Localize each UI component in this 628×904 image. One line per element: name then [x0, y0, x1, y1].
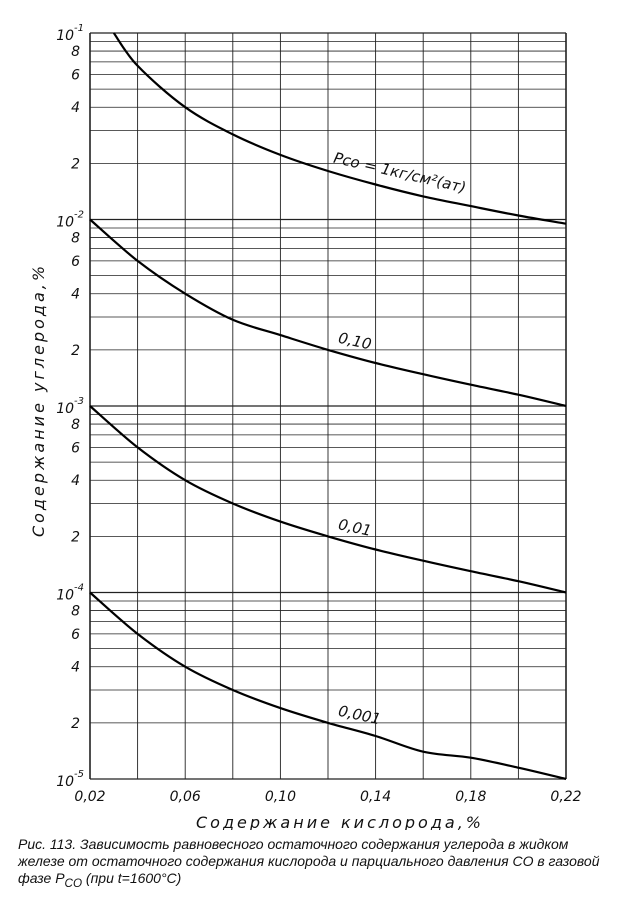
y-tick-label: 8 — [71, 603, 80, 620]
x-tick-label: 0,06 — [169, 789, 201, 805]
y-decade-exponent: -3 — [74, 396, 84, 407]
caption-subscript: CO — [64, 876, 83, 890]
caption-text: Рис. 113. Зависимость равновесного остаточного содержания углерода в жидком железе от остаточного содержания кислорода и парциального давления CO в газовой фазе P — [18, 836, 600, 886]
series-label: 0,01 — [336, 515, 374, 540]
y-tick-label: 6 — [71, 67, 80, 84]
x-tick-label: 0,02 — [74, 789, 106, 805]
y-tick-label: 6 — [71, 626, 80, 643]
y-tick-label: 2 — [71, 529, 80, 546]
x-axis-title: Содержание кислорода,% — [195, 813, 485, 830]
x-tick-label: 0,18 — [455, 789, 487, 805]
y-tick-label: 2 — [71, 156, 80, 173]
figure-caption — [18, 836, 614, 892]
y-decade-label: $10^{-3}$ — [56, 396, 84, 417]
x-tick-label: 0,10 — [264, 789, 296, 805]
caption-tail: (при t=1600°C) — [82, 870, 182, 886]
y-tick-label: 2 — [71, 342, 80, 359]
y-decade-label: $10^{-2}$ — [56, 209, 84, 231]
y-axis-title: Содержание углерода,% — [29, 262, 48, 538]
y-tick-label: 8 — [71, 230, 80, 247]
grid — [90, 33, 566, 779]
y-tick-label: 8 — [71, 417, 80, 434]
y-decade-exponent: -4 — [74, 582, 84, 594]
y-decade-label: $10^{-1}$ — [56, 23, 84, 44]
y-decade-exponent: -5 — [74, 769, 84, 780]
y-decade-exponent: -1 — [74, 23, 84, 34]
x-tick-label: 0,14 — [360, 789, 392, 805]
y-tick-label: 2 — [71, 715, 80, 732]
y-decade-label: $10^{-4}$ — [56, 582, 84, 604]
series-label: Pco = 1кг/см²(ат) — [331, 148, 468, 197]
x-tick-label: 0,22 — [550, 789, 582, 805]
y-decade-label: $10^{-5}$ — [56, 769, 84, 790]
tick-labels — [56, 23, 581, 805]
curve-labels — [332, 149, 468, 729]
y-tick-label: 6 — [71, 440, 80, 457]
series-label: 0,001 — [336, 701, 383, 729]
series-label: 0,10 — [336, 328, 374, 354]
y-tick-label: 4 — [71, 473, 80, 490]
y-decade-exponent: -2 — [74, 209, 84, 221]
y-tick-label: 4 — [71, 286, 80, 303]
y-tick-label: 6 — [71, 253, 80, 270]
y-tick-label: 4 — [71, 659, 80, 676]
y-tick-label: 8 — [71, 44, 80, 61]
y-tick-label: 4 — [71, 100, 80, 117]
